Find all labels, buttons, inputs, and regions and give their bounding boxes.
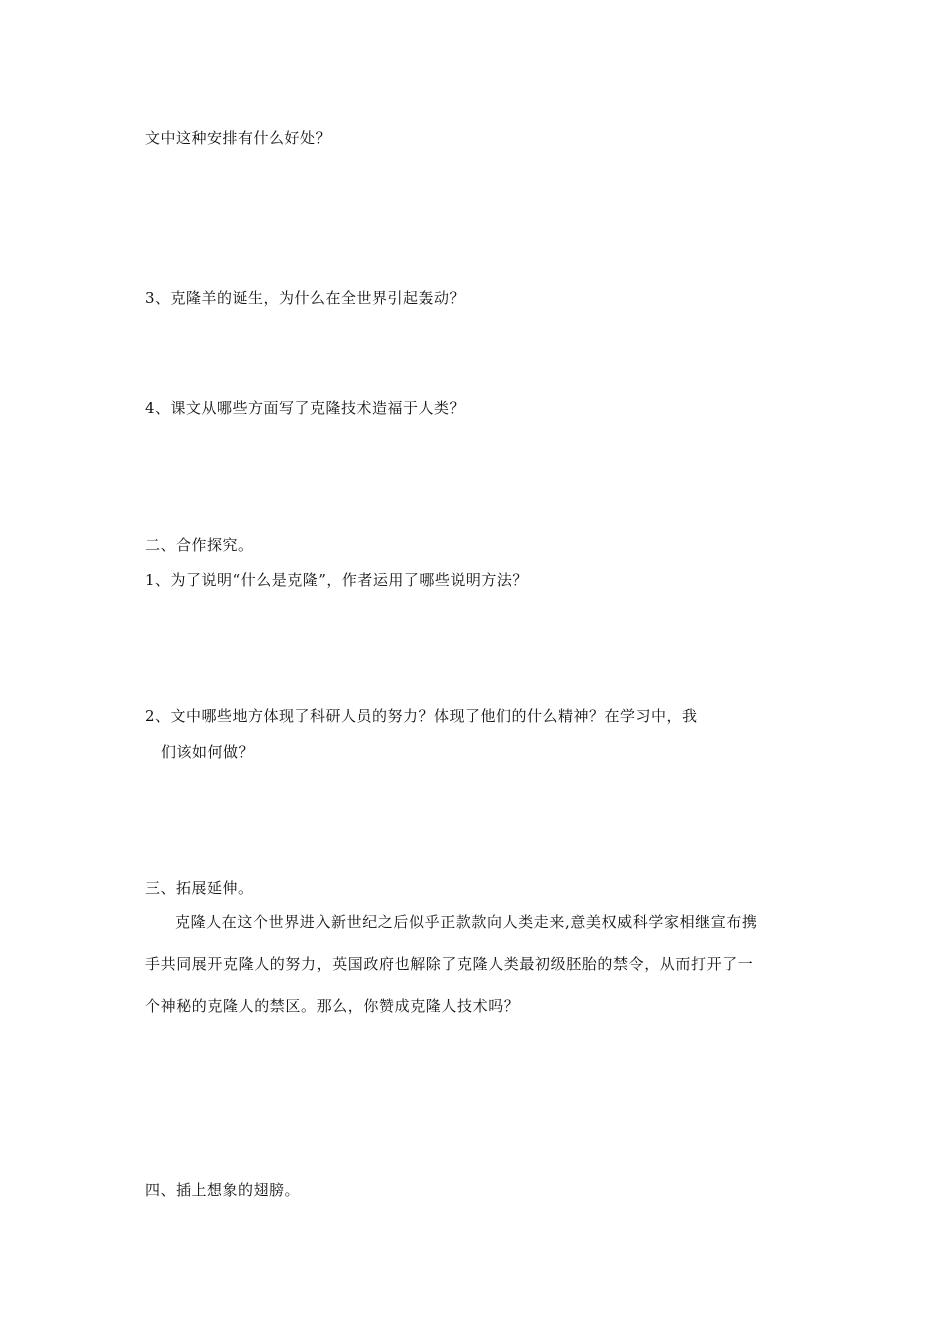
section-2-question-2-line-2: 们该如何做？	[161, 743, 255, 761]
section-3-paragraph-line-2: 手共同展开克隆人的努力，英国政府也解除了克隆人类最初级胚胎的禁令，从而打开了一	[145, 955, 754, 973]
question-arrangement: 文中这种安排有什么好处？	[145, 129, 332, 147]
section-4-heading: 四、插上想象的翅膀。	[145, 1181, 301, 1199]
question-4: 4、课文从哪些方面写了克隆技术造福于人类？	[145, 399, 466, 417]
section-2-question-1: 1、为了说明“什么是克隆”，作者运用了哪些说明方法？	[145, 571, 528, 589]
section-3-paragraph	[145, 912, 810, 1016]
section-3-paragraph-line-1: 克隆人在这个世界进入新世纪之后似乎正款款向人类走来,意美权威科学家相继宣布携	[175, 913, 758, 931]
section-2-heading: 二、合作探究。	[145, 536, 254, 554]
section-3-paragraph-line-3: 个神秘的克隆人的禁区。那么，你赞成克隆人技术吗？	[145, 997, 520, 1015]
section-2-question-2-line-1: 2、文中哪些地方体现了科研人员的努力？体现了他们的什么精神？在学习中，我	[145, 707, 698, 725]
section-3-heading: 三、拓展延伸。	[145, 879, 254, 897]
question-3: 3、克隆羊的诞生，为什么在全世界引起轰动？	[145, 289, 466, 307]
